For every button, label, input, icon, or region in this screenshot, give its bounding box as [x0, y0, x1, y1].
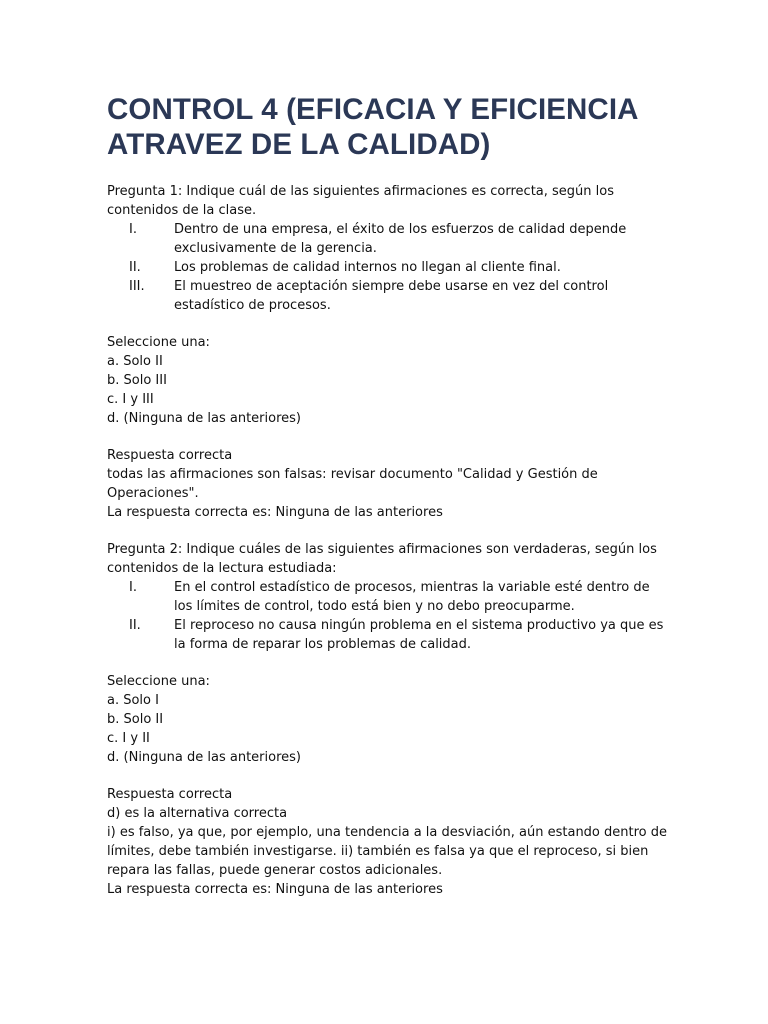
statement-number: II. [129, 260, 141, 275]
document-title: CONTROL 4 (EFICACIA Y EFICIENCIA ATRAVEZ DE LA CALIDAD) [107, 93, 638, 161]
statement-item [107, 616, 667, 654]
question-2 [107, 540, 667, 899]
statement-text: Los problemas de calidad internos no llegan al cliente final. [174, 260, 561, 275]
feedback-status: Respuesta correcta [107, 448, 233, 463]
statement-text: El reproceso no causa ningún problema en el sistema productivo ya que es la forma de reparar los problemas de calidad. [174, 618, 664, 652]
statement-item [107, 258, 667, 277]
feedback-explanation: todas las afirmaciones son falsas: revisar documento "Calidad y Gestión de Operaciones". [107, 467, 598, 501]
select-label: Seleccione una: [107, 674, 210, 689]
question-2-statements [107, 578, 667, 654]
statement-item [107, 578, 667, 616]
question-1 [107, 182, 667, 522]
answer-option: d. (Ninguna de las anteriores) [107, 750, 301, 765]
answer-option: a. Solo I [107, 693, 159, 708]
answer-option: c. I y II [107, 731, 150, 746]
feedback-explanation: i) es falso, ya que, por ejemplo, una tendencia a la desviación, aún estando dentro de límites, debe también investigarse. ii) también es falsa ya que el reproceso, si bien repara las fallas, puede generar costos adicionales. [107, 825, 667, 878]
statement-text: En el control estadístico de procesos, mientras la variable esté dentro de los límites de control, todo está bien y no debo preocuparme. [174, 580, 650, 614]
answer-option: b. Solo II [107, 712, 164, 727]
statement-text: Dentro de una empresa, el éxito de los esfuerzos de calidad depende exclusivamente de la gerencia. [174, 222, 627, 256]
correct-answer: La respuesta correcta es: Ninguna de las anteriores [107, 882, 443, 897]
select-label: Seleccione una: [107, 335, 210, 350]
statement-item [107, 220, 667, 258]
statement-number: II. [129, 618, 141, 633]
answer-option: b. Solo III [107, 373, 167, 388]
statement-number: I. [129, 580, 137, 595]
feedback-status: Respuesta correcta [107, 787, 233, 802]
question-1-prompt: Pregunta 1: Indique cuál de las siguientes afirmaciones es correcta, según los contenidos de la clase. [107, 184, 615, 218]
answer-option: c. I y III [107, 392, 154, 407]
statement-number: I. [129, 222, 137, 237]
statement-text: El muestreo de aceptación siempre debe usarse en vez del control estadístico de procesos. [174, 279, 609, 313]
answer-option: a. Solo II [107, 354, 163, 369]
statement-number: III. [129, 279, 145, 294]
question-2-prompt: Pregunta 2: Indique cuáles de las siguientes afirmaciones son verdaderas, según los contenidos de la lectura estudiada: [107, 542, 657, 576]
statement-item [107, 277, 667, 315]
correct-answer: La respuesta correcta es: Ninguna de las anteriores [107, 505, 443, 520]
feedback-explanation: d) es la alternativa correcta [107, 806, 288, 821]
answer-option: d. (Ninguna de las anteriores) [107, 411, 301, 426]
question-1-statements [107, 220, 667, 315]
document-page [107, 92, 667, 899]
